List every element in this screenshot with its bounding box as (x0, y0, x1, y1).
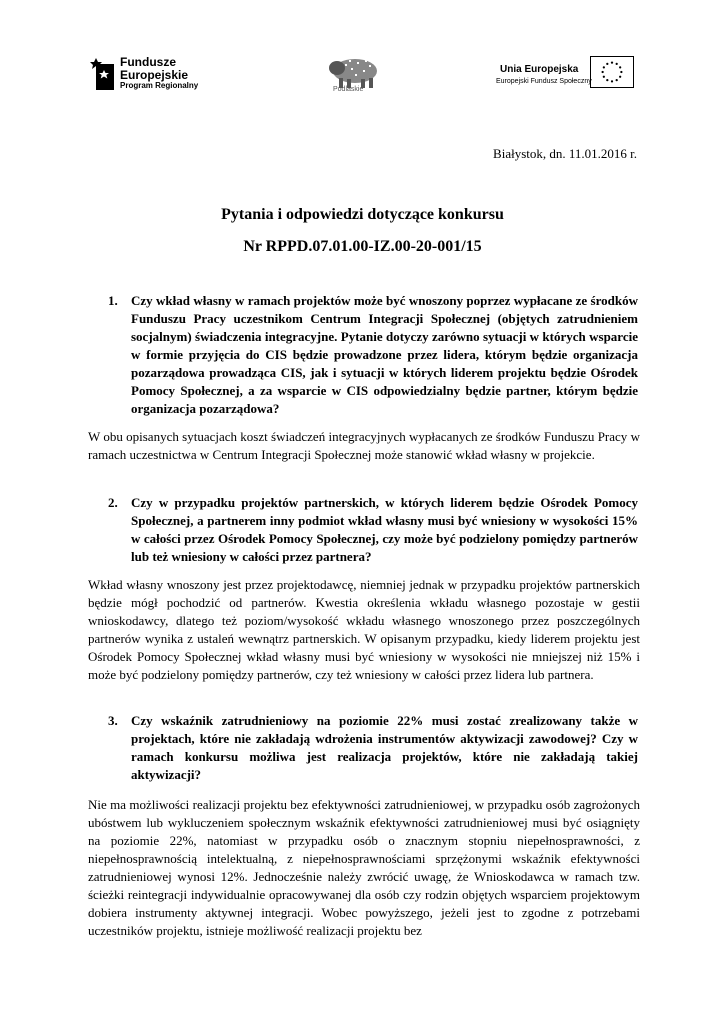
question-number: 2. (108, 495, 118, 510)
document-date: Białystok, dn. 11.01.2016 r. (493, 146, 637, 161)
question-text: Czy w przypadku projektów partnerskich, w których liderem będzie Ośrodek Pomocy Społecznej, a partnerem inny podmiot wkład własny musi być wniesiony w wysokości 15% w całości przez Ośrodek Pomocy Społecznej, czy może być podzielony pomiędzy partnerów lub też wniesiony w całości przez partnera? (131, 495, 638, 564)
question-text: Czy wskaźnik zatrudnieniowy na poziomie 22% musi zostać zrealizowany także w projektach, które nie zakładają wdrożenia instrumentów aktywizacji zawodowej? Czy w ramach konkursu możliwa jest realizacja projektów, które nie zakładają takiej aktywizacji? (131, 713, 638, 782)
question-number: 1. (108, 293, 118, 308)
logo-text-line2: Europejskie (120, 67, 189, 82)
fundusze-europejskie-star-icon (90, 56, 118, 92)
podlaskie-caption: Podlaskie (333, 86, 364, 93)
question-text: Czy wkład własny w ramach projektów może być wnoszony poprzez wypłacane ze środków Funduszu Pracy uczestnikom Centrum Integracji Społecznej (objętych zatrudnieniem socjalnym) świadczenia integracyjne. Pytanie dotyczy zarówno sytuacji w których wsparcie w formie przyjęcia do CIS będzie prowadzone przez lidera, którym będzie organizacja pozarządowa prowadząca CIS, jak i sytuacji w których liderem projektu będzie Ośrodek Pomocy Społecznej, a za wsparcie w CIS odpowiedzialny będzie partner, którym będzie organizacja pozarządowa? (131, 293, 638, 416)
logo-text-line1: Fundusze (120, 55, 176, 69)
question-1 (108, 292, 638, 418)
answer-1: W obu opisanych sytuacjach koszt świadczeń integracyjnych wypłacanych ze środków Funduszu Pracy w ramach uczestnictwa w Centrum Integracji Społecznej może stanowić wkład własny w projekcie. (88, 429, 640, 462)
ue-title: Unia Europejska (500, 64, 579, 75)
eu-flag-icon (590, 56, 634, 88)
logo-text-line3: Program Regionalny (120, 81, 199, 91)
answer-3: Nie ma możliwości realizacji projektu bez efektywności zatrudnieniowej, w przypadku osób zagrożonych ubóstwem lub wykluczeniem społecznym wskaźnik efektywności zatrudnieniowej musi być osiągnięty na poziomie 22%, natomiast w przypadku osób o znacznym stopniu niepełnosprawności, z niepełnosprawnością intelektualną, z niepełnosprawnościami sprzężonymi wskaźnik efektywności zatrudnieniowej wynosi 12%. Jednocześnie należy zwrócić uwagę, że Wnioskodawca w ramach tzw. ścieżki reintegracji indywidualnie opracowywanej dla osób czy rodzin objętych wsparciem projektowym dobiera instrumenty aktywnej integracji. Wobec powyższego, jeżeli jest to zgodne z potrzebami uczestników projektu, istnieje możliwość realizacji projektu bez (88, 797, 640, 938)
question-3 (108, 712, 638, 784)
answer-2: Wkład własny wnoszony jest przez projektodawcę, niemniej jednak w przypadku projektów partnerskich będzie mógł pochodzić od partnerów. Kwestia określenia wkładu własnego pozostaje w gestii wnioskodawcy, dlatego też poziom/wysokość wkładu własnego wnoszonego przez poszczególnych partnerów wynika z ustaleń wewnątrz partnerskich. W opisanym przypadku, kiedy liderem projektu jest Ośrodek Pomocy Społecznej wkład własny musi być wniesiony w wysokości nie mniejszej niż 15% i może być podzielony pomiędzy partnerów, czy też wniesiony w całości przez lidera lub partnera. (88, 577, 640, 682)
fundusze-europejskie-logo (90, 52, 210, 96)
question-2 (108, 494, 638, 566)
question-number: 3. (108, 713, 118, 728)
page-title: Pytania i odpowiedzi dotyczące konkursu (221, 206, 504, 223)
ue-subtitle: Europejski Fundusz Społeczny (496, 78, 592, 85)
competition-number: Nr RPPD.07.01.00-IZ.00-20-001/15 (243, 238, 482, 255)
